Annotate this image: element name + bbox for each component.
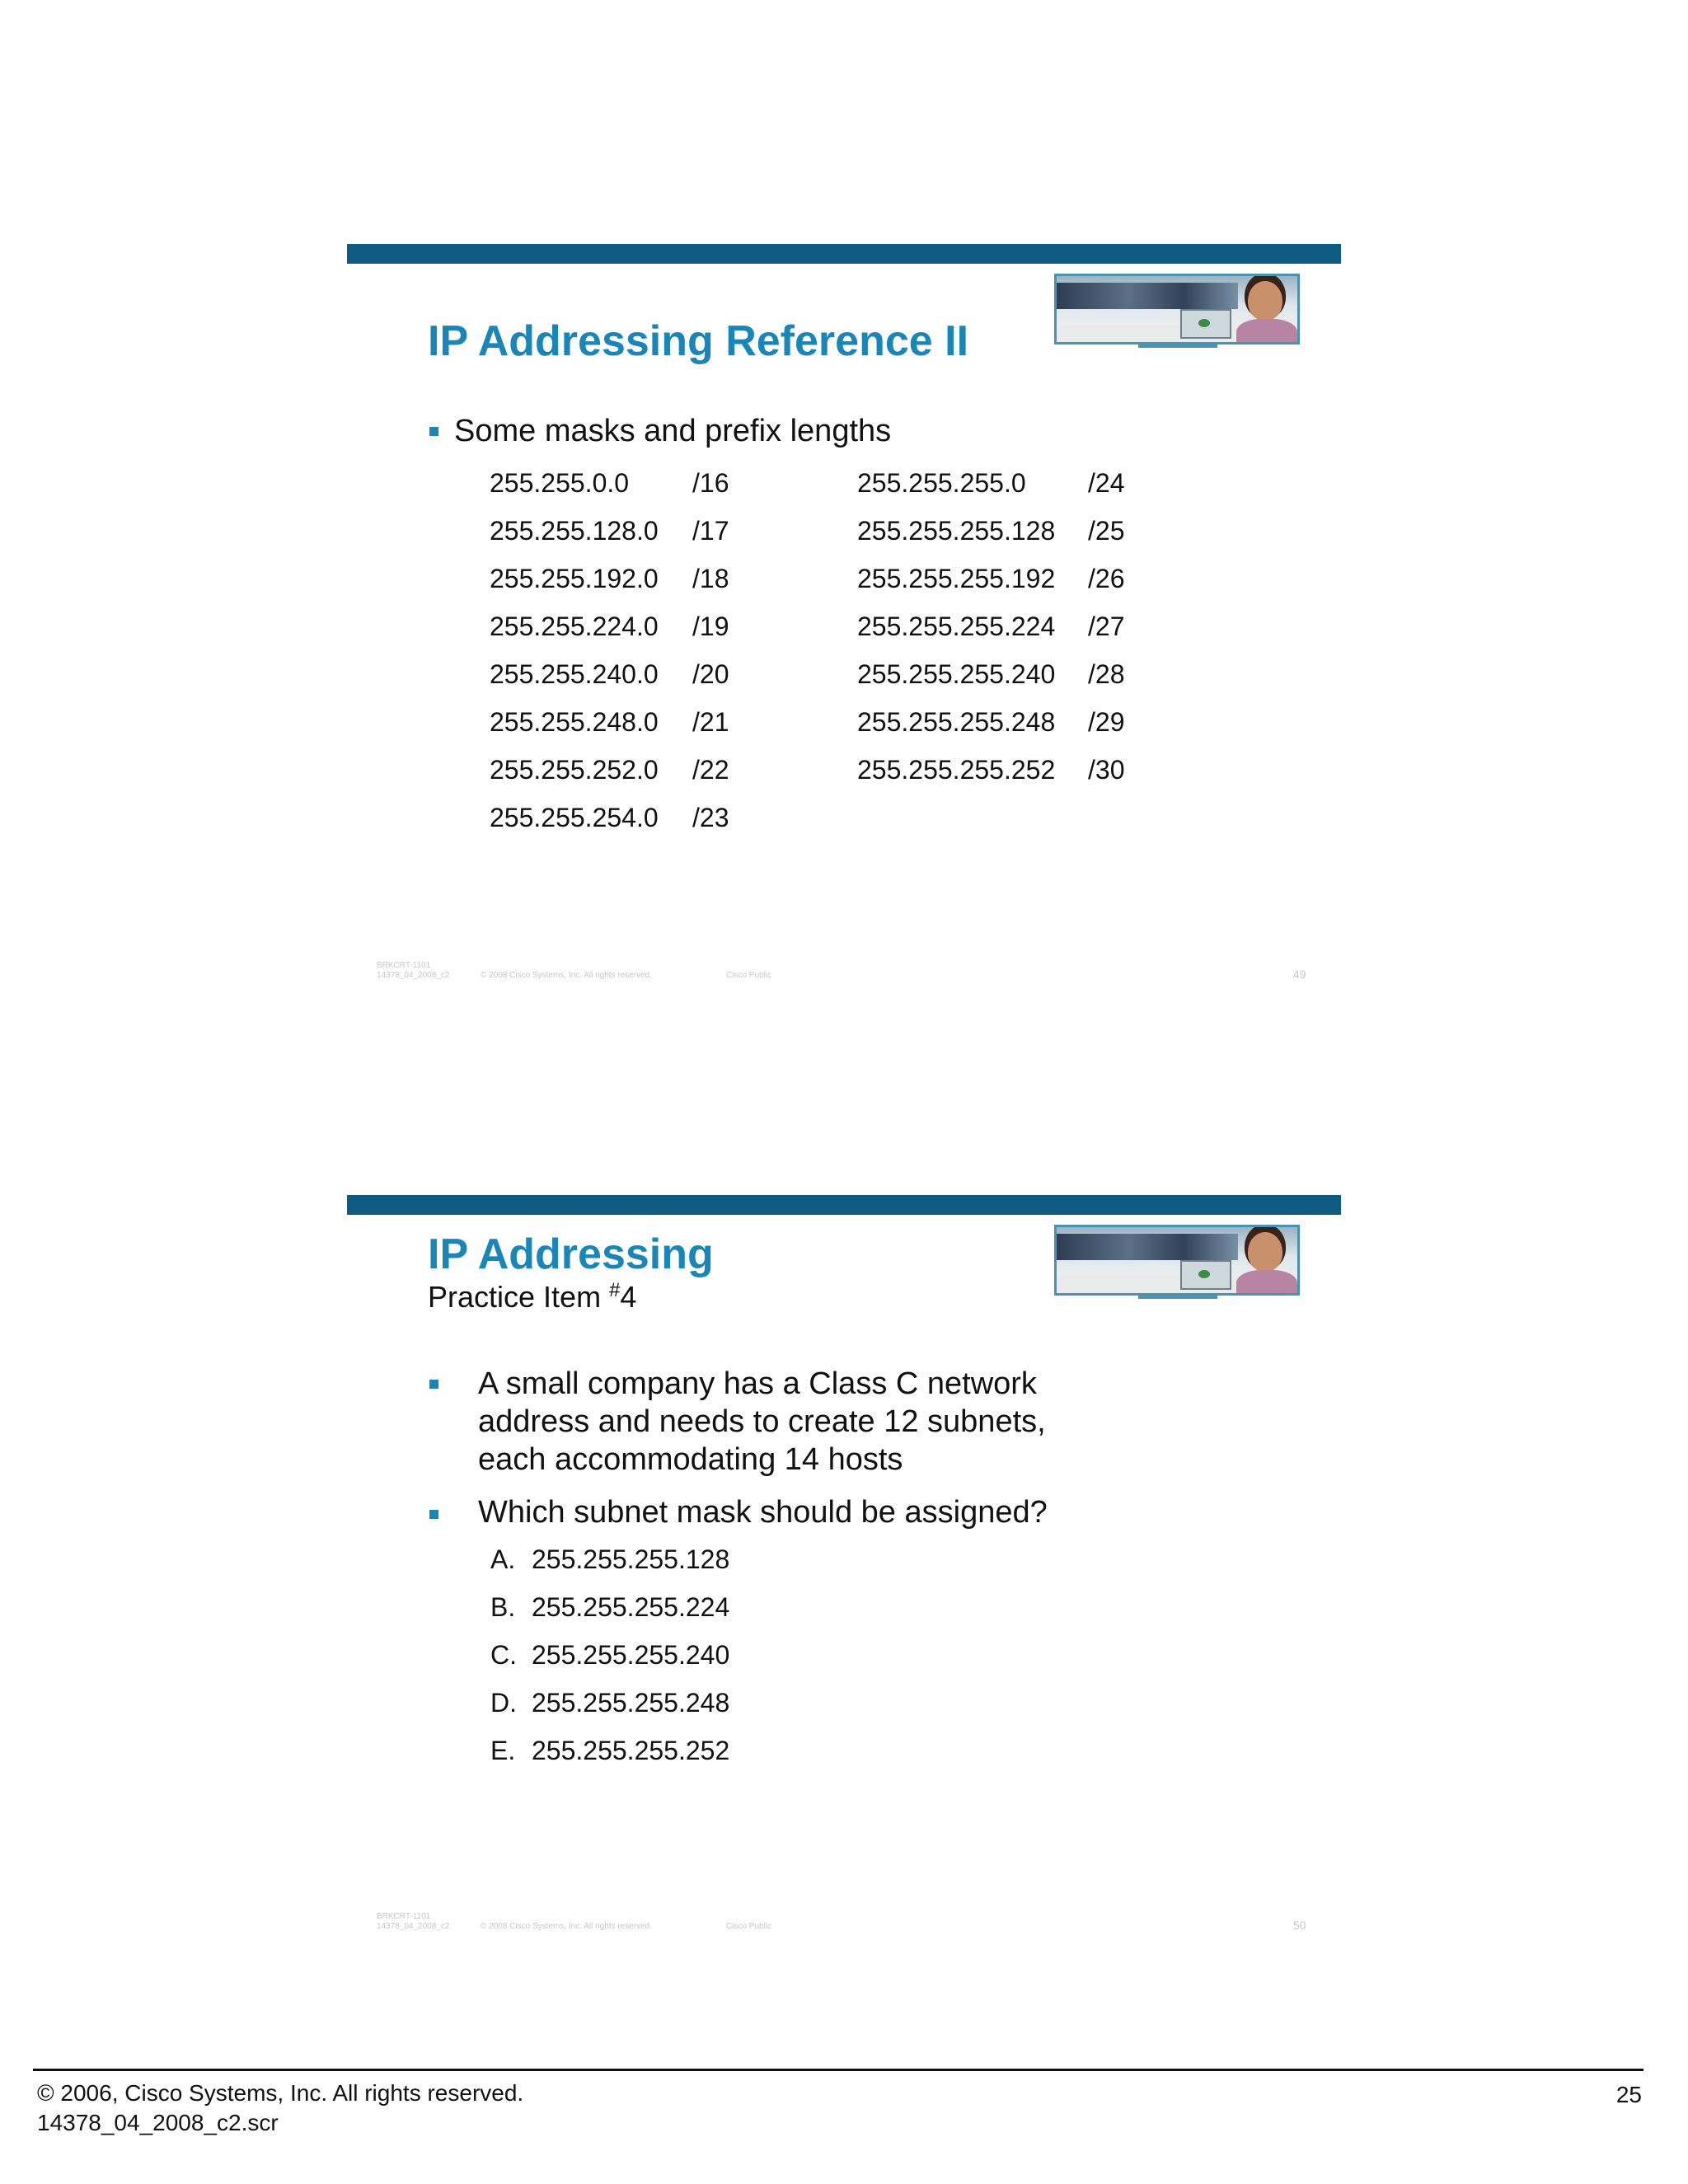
mask-value: 255.255.248.0 [490,707,659,737]
option-letter: C. [490,1640,517,1670]
subtitle-number: 4 [620,1280,637,1314]
prefix-value: /20 [692,659,729,689]
option-value: 255.255.255.252 [532,1736,730,1765]
slide-subtitle [428,1279,636,1315]
slide-footer-classification: Cisco Public [726,1922,772,1931]
option-value: 255.255.255.248 [532,1688,730,1718]
slide-ip-addressing-practice [347,1195,1341,1986]
mask-value: 255.255.128.0 [490,516,659,546]
slide-footer-classification: Cisco Public [726,971,772,980]
bullet-text: Which subnet mask should be assigned? [478,1495,1048,1530]
page-footer [37,2079,523,2138]
slide-ip-addressing-reference [347,244,1341,1035]
option-letter: D. [490,1688,517,1718]
option-letter: B. [490,1592,516,1622]
bullet-square-icon [429,1510,438,1519]
mask-value: 255.255.240.0 [490,659,659,689]
answer-option [490,1592,729,1623]
header-photo [1054,1225,1300,1296]
page-copyright: © 2006, Cisco Systems, Inc. All rights reserved. [37,2080,524,2106]
bullet-square-icon [429,427,438,436]
footer-divider [33,2069,1643,2071]
mask-value: 255.255.255.192 [857,564,1056,593]
prefix-value: /16 [692,468,729,498]
prefix-value: /18 [692,564,729,593]
mask-value: 255.255.255.0 [857,468,1026,498]
mask-value: 255.255.254.0 [490,803,659,832]
prefix-value: /22 [692,755,729,785]
option-value: 255.255.255.128 [532,1544,730,1574]
prefix-value: /17 [692,516,729,546]
page-number: 25 [1615,2082,1642,2107]
prefix-value: /21 [692,707,729,737]
slide-footer-copyright: © 2008 Cisco Systems, Inc. All rights reserved. [481,971,653,980]
subtitle-superscript: # [609,1279,621,1301]
mask-value: 255.255.255.240 [857,659,1056,689]
photo-frame-accent [1138,1296,1217,1299]
prefix-value: /24 [1088,468,1125,498]
slide-footer-codes [377,1912,449,1932]
slide-top-bar [347,1195,1341,1215]
answer-option [490,1640,729,1671]
bullet-text: Some masks and prefix lengths [454,414,892,448]
prefix-value: /23 [692,803,729,832]
prefix-value: /26 [1088,564,1125,593]
slide-title: IP Addressing Reference II [428,317,969,365]
prefix-value: /27 [1088,612,1125,641]
slide-number: 49 [1293,968,1306,981]
prefix-value: /19 [692,612,729,641]
bullet-text: A small company has a Class C network address and needs to create 12 subnets, each accommodating 14 hosts [478,1366,1046,1477]
file-code: 14378_04_2008_c2 [377,1922,450,1931]
answer-option [490,1688,729,1718]
prefix-value: /25 [1088,516,1125,546]
bullet-square-icon [429,1380,438,1389]
session-code: BRKCRT-1101 [377,1912,431,1921]
photo-frame-accent [1138,344,1217,348]
mask-value: 255.255.255.252 [857,755,1056,785]
mask-value: 255.255.0.0 [490,468,630,498]
slide-title: IP Addressing [428,1230,714,1278]
slide-number: 50 [1293,1919,1306,1932]
session-code: BRKCRT-1101 [377,961,431,970]
prefix-value: /29 [1088,707,1125,737]
slide-footer-codes [377,961,449,981]
mask-value: 255.255.255.128 [857,516,1056,546]
mask-value: 255.255.252.0 [490,755,659,785]
header-photo [1054,274,1300,344]
mask-value: 255.255.255.224 [857,612,1056,641]
prefix-value: /28 [1088,659,1125,689]
prefix-value: /30 [1088,755,1125,785]
mask-value: 255.255.224.0 [490,612,659,641]
option-letter: A. [490,1544,516,1574]
subtitle-text: Practice Item [428,1280,610,1314]
slide-top-bar [347,244,1341,264]
option-value: 255.255.255.240 [532,1640,730,1670]
option-value: 255.255.255.224 [532,1592,730,1622]
mask-value: 255.255.255.248 [857,707,1056,737]
answer-option [490,1544,729,1575]
file-code: 14378_04_2008_c2 [377,971,450,980]
option-letter: E. [490,1736,516,1765]
mask-value: 255.255.192.0 [490,564,659,593]
page-file-name: 14378_04_2008_c2.scr [37,2110,279,2135]
answer-option [490,1736,729,1766]
slide-footer-copyright: © 2008 Cisco Systems, Inc. All rights reserved. [481,1922,653,1931]
